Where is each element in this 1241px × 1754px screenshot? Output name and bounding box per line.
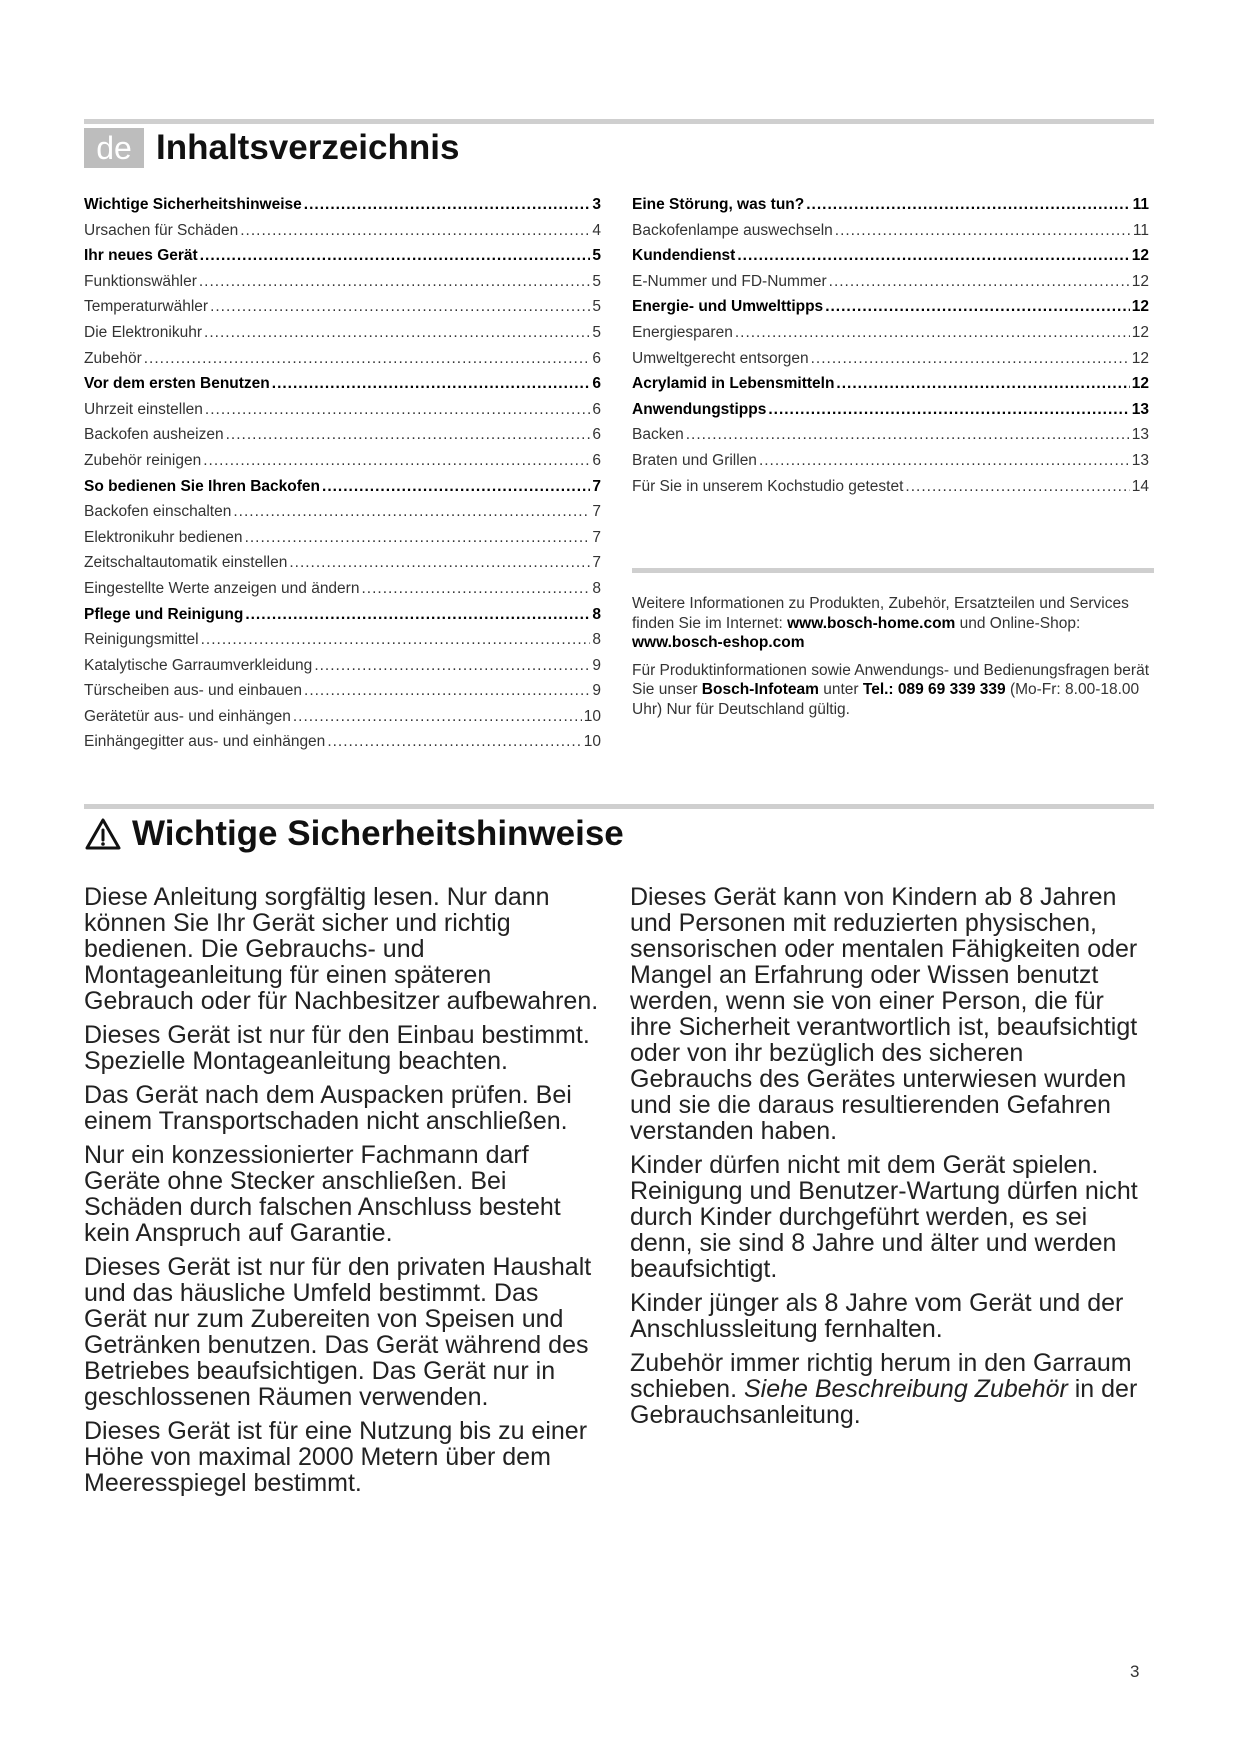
toc-entry[interactable] (632, 247, 1149, 273)
toc-entry[interactable] (84, 350, 601, 376)
toc-entry-page: 7 (592, 554, 601, 572)
toc-entry[interactable] (84, 478, 601, 504)
toc-entry-label: Die Elektronikuhr (84, 323, 203, 341)
toc-entry[interactable] (84, 247, 601, 273)
toc-entry-label: Kundendienst (632, 247, 736, 265)
bosch-eshop-link[interactable]: www.bosch-eshop.com (632, 634, 805, 651)
toc-entry[interactable] (84, 273, 601, 299)
toc-entry[interactable] (632, 452, 1149, 478)
toc-leader-dots (686, 426, 1130, 444)
safety-left-column (84, 884, 604, 1504)
accessory-reference: Siehe Beschreibung Zubehör (743, 1375, 1068, 1403)
toc-entry-page: 5 (592, 298, 601, 316)
toc-leader-dots (327, 733, 581, 751)
info-web-text: Weitere Informationen zu Produkten, Zubehör, Ersatzteilen und Services finden Sie im Internet: (632, 595, 1129, 632)
toc-entry[interactable] (632, 196, 1149, 222)
toc-entry-label: Einhängegitter aus- und einhängen (84, 733, 326, 751)
toc-entry-label: Backen (632, 426, 684, 444)
toc-entry-label: Elektronikuhr bedienen (84, 528, 243, 546)
toc-leader-dots (806, 196, 1130, 214)
toc-leader-dots (835, 222, 1131, 240)
toc-leader-dots (226, 426, 591, 444)
toc-entry-label: So bedienen Sie Ihren Backofen (84, 477, 321, 495)
toc-entry-page: 12 (1131, 349, 1149, 367)
toc-leader-dots (204, 324, 590, 342)
safety-paragraph: Nur ein konzessionierter Fachmann darf Geräte ohne Stecker anschließen. Bei Schäden durch falschen Anschluss besteht kein Anspruch auf Garantie. (84, 1141, 561, 1247)
toc-leader-dots (240, 222, 590, 240)
toc-leader-dots (735, 324, 1130, 342)
toc-entry-label: Gerätetür aus- und einhängen (84, 707, 291, 725)
toc-leader-dots (825, 298, 1130, 316)
toc-entry-page: 12 (1131, 323, 1149, 341)
toc-entry-label: Braten und Grillen (632, 451, 757, 469)
toc-leader-dots (737, 247, 1129, 265)
safety-title: Wichtige Sicherheitshinweise (132, 814, 624, 853)
toc-entry[interactable] (84, 733, 601, 759)
hotline-phone: Tel.: 089 69 339 339 (862, 681, 1006, 698)
toc-entry[interactable] (84, 606, 601, 632)
info-box (632, 594, 1152, 727)
toc-entry-label: Zeitschaltautomatik einstellen (84, 554, 288, 572)
toc-entry[interactable] (632, 273, 1149, 299)
toc-entry-label: Temperaturwähler (84, 298, 209, 316)
language-badge: de (84, 128, 144, 168)
accessory-text-end: in der Gebrauchsanleitung. (630, 1375, 1138, 1429)
toc-entry-page: 13 (1131, 400, 1149, 418)
toc-leader-dots (829, 273, 1130, 291)
info-team-end: (Mo-Fr: 8.00-18.00 Uhr) Nur für Deutschland gültig. (632, 681, 1140, 718)
bosch-home-link[interactable]: www.bosch-home.com (787, 614, 956, 632)
toc-title: Inhaltsverzeichnis (156, 128, 460, 167)
safety-paragraph-accessory (630, 1350, 1150, 1428)
toc-entry-page: 7 (592, 503, 601, 521)
toc-entry-page: 6 (592, 375, 601, 393)
toc-entry-label: Uhrzeit einstellen (84, 400, 203, 418)
toc-entry-page: 7 (592, 477, 601, 495)
toc-entry-label: Energiesparen (632, 323, 733, 341)
toc-entry[interactable] (84, 324, 601, 350)
toc-entry[interactable] (84, 401, 601, 427)
toc-entry-label: Katalytische Garraumverkleidung (84, 656, 313, 674)
toc-entry[interactable] (84, 426, 601, 452)
toc-entry-page: 5 (592, 323, 601, 341)
toc-leader-dots (205, 401, 590, 419)
toc-leader-dots (304, 682, 590, 700)
toc-entry-label: Reinigungsmittel (84, 631, 199, 649)
toc-leader-dots (768, 401, 1129, 419)
safety-paragraph: Dieses Gerät ist für eine Nutzung bis zu einer Höhe von maximal 2000 Metern über dem Meeresspiegel bestimmt. (84, 1417, 588, 1497)
page-number: 3 (1130, 1662, 1140, 1681)
safety-paragraph: Dieses Gerät kann von Kindern ab 8 Jahren und Personen mit reduzierten physischen, sensorischen oder mentalen Fähigkeiten oder Mangel an Erfahrung oder Wissen benutzt werden, wenn sie von einer Person, die für ihre Sicherheit verantwortlich ist, beaufsichtigt oder von ihr bezüglich des sicheren Gebrauchs des Gerätes unterwiesen wurden und sie die daraus resultierenden Gefahren verstanden haben. (630, 883, 1138, 1145)
toc-entry-label: Für Sie in unserem Kochstudio getestet (632, 477, 904, 495)
toc-entry[interactable] (84, 375, 601, 401)
toc-entry[interactable] (84, 452, 601, 478)
warning-triangle-icon (84, 817, 122, 851)
toc-entry-page: 9 (592, 656, 601, 674)
toc-entry-page: 3 (592, 196, 601, 213)
toc-leader-dots (322, 478, 590, 496)
info-rule (632, 568, 1154, 573)
toc-leader-dots (245, 606, 590, 624)
toc-entry-label: Zubehör reinigen (84, 451, 202, 469)
toc-entry-page: 13 (1131, 426, 1149, 444)
toc-entry[interactable] (84, 708, 601, 734)
toc-leader-dots (200, 247, 591, 265)
toc-entry[interactable] (84, 222, 601, 248)
toc-entry-label: Anwendungstipps (632, 400, 767, 418)
toc-entry[interactable] (632, 375, 1149, 401)
toc-right-column (632, 196, 1149, 503)
toc-entry-page: 12 (1131, 247, 1149, 265)
toc-left-column (84, 196, 601, 759)
toc-entry[interactable] (84, 529, 601, 555)
toc-leader-dots (905, 478, 1129, 496)
safety-paragraph: Dieses Gerät ist nur für den privaten Haushalt und das häusliche Umfeld bestimmt. Das Gerät nur zum Zubereiten von Speisen und Getränken benutzen. Das Gerät während des Betriebes beaufsichtigen. Das Gerät nur in geschlossenen Räumen verwenden. (84, 1253, 592, 1411)
toc-leader-dots (203, 452, 590, 470)
toc-entry[interactable] (84, 503, 601, 529)
info-team-paragraph (632, 661, 1152, 720)
safety-paragraph: Diese Anleitung sorgfältig lesen. Nur dann können Sie Ihr Gerät sicher und richtig bedienen. Die Gebrauchs- und Montageanleitung für einen späteren Gebrauch oder für Nachbesitzer aufbewahren. (84, 883, 599, 1015)
toc-entry-label: Backofen ausheizen (84, 426, 224, 444)
toc-entry-label: Eine Störung, was tun? (632, 196, 805, 213)
safety-right-column (630, 884, 1150, 1436)
toc-entry-label: Backofen einschalten (84, 503, 232, 521)
safety-paragraph: Dieses Gerät ist nur für den Einbau bestimmt. Spezielle Montageanleitung beachten. (84, 1021, 590, 1075)
toc-leader-dots (289, 554, 590, 572)
toc-entry[interactable] (84, 554, 601, 580)
bosch-infoteam: Bosch-Infoteam (701, 681, 819, 698)
toc-entry-page: 11 (1132, 196, 1149, 213)
toc-entry[interactable] (632, 350, 1149, 376)
toc-entry-label: Pflege und Reinigung (84, 605, 244, 623)
toc-entry[interactable] (84, 298, 601, 324)
safety-heading (84, 812, 624, 856)
toc-entry[interactable] (632, 324, 1149, 350)
toc-leader-dots (245, 529, 591, 547)
toc-leader-dots (811, 350, 1130, 368)
toc-leader-dots (144, 350, 591, 368)
toc-entry-page: 12 (1131, 298, 1149, 316)
toc-entry[interactable] (84, 196, 601, 222)
toc-leader-dots (304, 196, 591, 214)
toc-leader-dots (210, 298, 590, 316)
toc-entry-label: Energie- und Umwelttipps (632, 298, 824, 316)
info-team-mid: unter (818, 681, 863, 698)
toc-entry-label: Eingestellte Werte anzeigen und ändern (84, 579, 360, 597)
toc-entry-page: 5 (592, 247, 601, 265)
info-team-text: Für Produktinformationen sowie Anwendungs- und Bedienungsfragen berät Sie unser (632, 661, 1149, 698)
info-web-paragraph (632, 594, 1152, 653)
toc-entry[interactable] (632, 222, 1149, 248)
toc-entry-label: Funktionswähler (84, 272, 197, 290)
top-rule (84, 119, 1154, 124)
toc-entry-label: Umweltgerecht entsorgen (632, 349, 809, 367)
toc-entry-label: Wichtige Sicherheitshinweise (84, 196, 302, 213)
toc-entry[interactable] (632, 478, 1149, 504)
toc-leader-dots (361, 580, 590, 598)
toc-entry-label: Ihr neues Gerät (84, 247, 198, 265)
accessory-text: Zubehör immer richtig herum in den Garraum schieben. (630, 1349, 1132, 1403)
toc-entry-label: Backofenlampe auswechseln (632, 221, 833, 239)
safety-paragraph: Das Gerät nach dem Auspacken prüfen. Bei einem Transportschaden nicht anschließen. (84, 1081, 572, 1135)
toc-leader-dots (272, 375, 591, 393)
toc-entry-page: 13 (1131, 451, 1149, 469)
toc-entry-page: 10 (583, 707, 601, 725)
toc-entry[interactable] (632, 426, 1149, 452)
toc-entry-page: 10 (583, 733, 601, 751)
info-web-mid: und Online-Shop: (955, 614, 1081, 632)
toc-entry-page: 6 (592, 400, 601, 418)
toc-entry-page: 14 (1131, 477, 1149, 495)
toc-entry-page: 6 (592, 451, 601, 469)
safety-paragraph: Kinder dürfen nicht mit dem Gerät spielen. Reinigung und Benutzer-Wartung dürfen nicht durch Kinder durchgeführt werden, es sei denn, sie sind 8 Jahre und älter und werden beaufsichtigt. (630, 1151, 1138, 1283)
toc-entry-label: Zubehör (84, 349, 142, 367)
toc-leader-dots (199, 273, 591, 291)
toc-entry[interactable] (84, 657, 601, 683)
toc-leader-dots (201, 631, 591, 649)
toc-entry[interactable] (84, 580, 601, 606)
toc-leader-dots (233, 503, 590, 521)
toc-entry[interactable] (84, 631, 601, 657)
toc-leader-dots (293, 708, 582, 726)
toc-entry-page: 8 (592, 631, 601, 649)
toc-entry-label: E-Nummer und FD-Nummer (632, 272, 827, 290)
toc-entry-page: 5 (592, 272, 601, 290)
safety-paragraph: Kinder jünger als 8 Jahre vom Gerät und der Anschlussleitung fernhalten. (630, 1289, 1124, 1343)
toc-leader-dots (836, 375, 1129, 393)
toc-entry-label: Acrylamid in Lebensmitteln (632, 375, 835, 393)
toc-entry-label: Ursachen für Schäden (84, 221, 239, 239)
toc-entry-page: 7 (592, 528, 601, 546)
toc-leader-dots (314, 657, 590, 675)
toc-entry-page: 12 (1131, 272, 1149, 290)
section-rule (84, 804, 1154, 809)
toc-entry-label: Vor dem ersten Benutzen (84, 375, 270, 393)
toc-entry-page: 6 (592, 426, 601, 444)
toc-entry[interactable] (84, 682, 601, 708)
toc-entry-page: 8 (592, 605, 601, 623)
toc-entry-page: 11 (1132, 221, 1149, 239)
toc-entry-label: Türscheiben aus- und einbauen (84, 682, 303, 700)
toc-entry-page: 12 (1131, 375, 1149, 393)
toc-entry-page: 4 (592, 221, 601, 239)
toc-entry[interactable] (632, 298, 1149, 324)
toc-entry-page: 6 (592, 349, 601, 367)
toc-entry-page: 8 (592, 579, 601, 597)
toc-entry-page: 9 (592, 682, 601, 700)
toc-leader-dots (759, 452, 1130, 470)
toc-entry[interactable] (632, 401, 1149, 427)
